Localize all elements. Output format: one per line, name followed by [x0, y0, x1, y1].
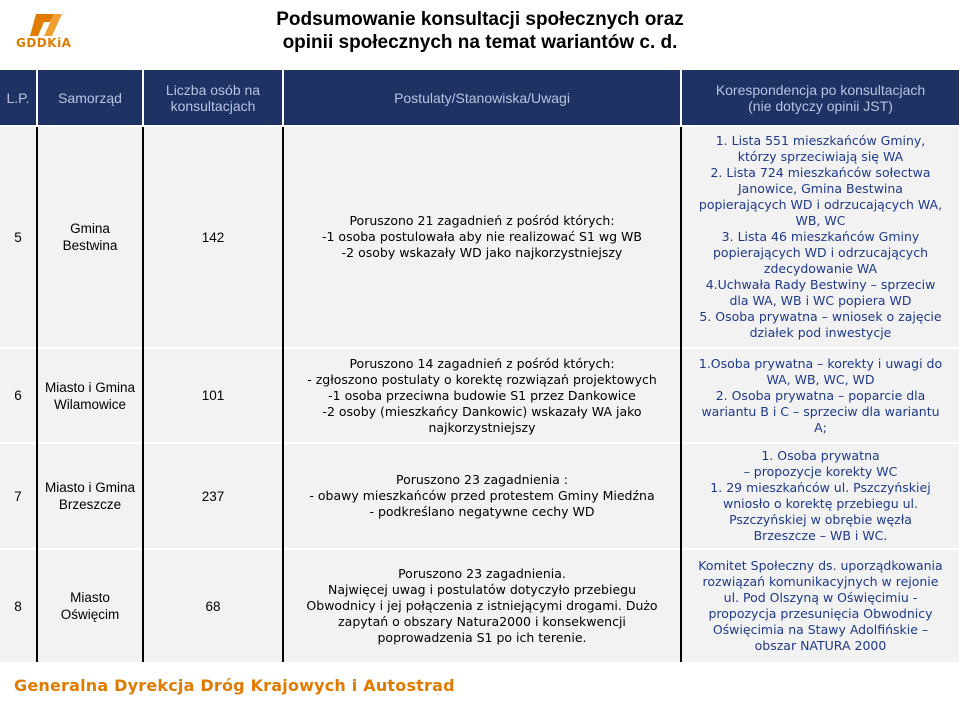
- header-korespondencja: [682, 70, 959, 125]
- postulaty-line: najkorzystniejszy: [428, 419, 536, 435]
- koresp-line: WB, WC: [795, 213, 846, 228]
- row-lp: 8: [14, 598, 22, 614]
- row-postulaty: [284, 550, 680, 662]
- koresp-line: popierających WD i odrzucających: [713, 245, 928, 260]
- samorzad-line: Bestwina: [62, 238, 118, 253]
- koresp-line: WA, WB, WC, WD: [766, 371, 875, 387]
- koresp-line: popierających WD i odrzucających WA,: [698, 197, 943, 212]
- koresp-line: rozwiązań komunikacyjnych w rejonie: [702, 574, 939, 589]
- logo-text: GDDKiA: [16, 36, 72, 50]
- koresp-line: Pszczyńskiej w obrębie węzła: [729, 512, 912, 527]
- footer-text: Generalna Dyrekcja Dróg Krajowych i Autostrad: [14, 676, 455, 695]
- koresp-line: Oświęcimia na Stawy Adolfińskie –: [712, 622, 929, 637]
- row-korespondencja: [682, 127, 959, 347]
- samorzad-line: Oświęcim: [60, 607, 120, 622]
- postulaty-line: -1 osoba przeciwna budowie S1 przez Dankowice: [328, 387, 636, 403]
- header-koresp-line1: Korespondencja po konsultacjach: [715, 81, 926, 98]
- koresp-line: działek pod inwestycje: [749, 325, 892, 340]
- koresp-line: 1. 29 mieszkańców ul. Pszczyńskiej: [710, 480, 931, 495]
- header-koresp-line2: (nie dotyczy opinii JST): [748, 97, 893, 114]
- koresp-line: obszar NATURA 2000: [754, 638, 887, 653]
- postulaty-line: Poruszono 21 zagadnień z pośród których:: [349, 213, 615, 228]
- koresp-line: 2. Osoba prywatna – poparcie dla: [715, 387, 926, 403]
- postulaty-line: -2 osoby wskazały WD jako najkorzystniejszy: [341, 245, 623, 260]
- postulaty-line: -2 osoby (mieszkańcy Dankowic) wskazały WA jako: [322, 403, 642, 419]
- samorzad-line: Miasto i Gmina: [44, 480, 136, 495]
- row-postulaty: [284, 127, 680, 347]
- koresp-line: 1.Osoba prywatna – korekty i uwagi do: [698, 355, 943, 371]
- row-liczba: 68: [205, 598, 221, 614]
- row-lp: 5: [14, 229, 22, 245]
- samorzad-line: Brzeszcze: [58, 497, 122, 512]
- koresp-line: ul. Pod Olszyną w Oświęcimiu -: [723, 590, 918, 605]
- koresp-line: Brzeszcze – WB i WC.: [753, 528, 888, 543]
- row-samorzad: [38, 349, 142, 442]
- title-line-2: opinii społecznych na temat wariantów c. d.: [282, 32, 678, 53]
- koresp-line: 2. Lista 724 mieszkańców sołectwa: [710, 165, 931, 180]
- row-samorzad: [38, 127, 142, 347]
- koresp-line: zdecydowanie WA: [763, 261, 878, 276]
- postulaty-line: Poruszono 14 zagadnień z pośród których:: [349, 355, 615, 371]
- koresp-line: 1. Lista 551 mieszkańców Gminy,: [715, 133, 926, 148]
- samorzad-line: Miasto i Gmina: [44, 379, 136, 395]
- postulaty-line: - zgłoszono postulaty o korektę rozwiązań projektowych: [307, 371, 657, 387]
- row-korespondencja: [682, 444, 959, 548]
- row-lp: 6: [14, 388, 22, 403]
- koresp-line: Komitet Społeczny ds. uporządkowania: [698, 558, 943, 573]
- header-liczba-line1: Liczba osób na: [165, 81, 261, 98]
- row-korespondencja: [682, 550, 959, 662]
- koresp-line: 4.Uchwała Rady Bestwiny – sprzeciw: [705, 277, 936, 292]
- koresp-line: – propozycje korekty WC: [743, 464, 898, 479]
- header-postulaty: Postulaty/Stanowiska/Uwagi: [394, 89, 570, 106]
- postulaty-line: Poruszono 23 zagadnienia.: [398, 566, 566, 581]
- row-postulaty: [284, 349, 680, 442]
- postulaty-line: zapytań o obszary Natura2000 i konsekwencji: [338, 614, 626, 629]
- koresp-line: którzy sprzeciwiają się WA: [737, 149, 904, 164]
- postulaty-line: - obawy mieszkańców przed protestem Gminy Miedźna: [309, 488, 655, 503]
- header-samorzad: Samorząd: [58, 89, 122, 106]
- koresp-line: dla WA, WB i WC popiera WD: [729, 293, 912, 308]
- row-samorzad: [38, 550, 142, 662]
- koresp-line: Janowice, Gmina Bestwina: [738, 181, 903, 196]
- header-lp: L.P.: [6, 89, 30, 106]
- postulaty-line: - podkreślano negatywne cechy WD: [369, 504, 595, 519]
- samorzad-line: Gmina: [70, 221, 110, 236]
- koresp-line: propozycja przesunięcia Obwodnicy: [708, 606, 933, 621]
- row-postulaty: [284, 444, 680, 548]
- koresp-line: wariantu B i C – sprzeciw dla wariantu: [701, 403, 940, 419]
- row-lp: 7: [14, 488, 22, 504]
- koresp-line: 5. Osoba prywatna – wniosek o zajęcie: [699, 309, 942, 324]
- koresp-line: 3. Lista 46 mieszkańców Gminy: [721, 229, 920, 244]
- header-liczba: [144, 70, 282, 125]
- row-samorzad: [38, 444, 142, 548]
- koresp-line: wniosło o korektę przebiegu ul.: [723, 496, 918, 511]
- koresp-line: A;: [814, 419, 827, 435]
- postulaty-line: Poruszono 23 zagadnienia :: [395, 472, 569, 487]
- header-liczba-line2: konsultacjach: [170, 97, 256, 114]
- samorzad-line: Miasto: [70, 590, 110, 605]
- row-korespondencja: [682, 349, 959, 442]
- postulaty-line: poprowadzenia S1 po ich terenie.: [377, 630, 587, 645]
- page-title: [200, 8, 760, 54]
- row-liczba: 237: [201, 488, 225, 504]
- samorzad-line: Wilamowice: [53, 396, 126, 412]
- row-liczba: 142: [201, 229, 225, 245]
- postulaty-line: -1 osoba postulowała aby nie realizować S1 wg WB: [322, 229, 642, 244]
- postulaty-line: Obwodnicy i jej połączenia z istniejącymi drogami. Dużo: [306, 598, 658, 613]
- title-line-1: Podsumowanie konsultacji społecznych oraz: [276, 9, 684, 30]
- row-liczba: 101: [201, 388, 225, 403]
- koresp-line: 1. Osoba prywatna: [761, 448, 880, 463]
- postulaty-line: Najwięcej uwag i postulatów dotyczyło przebiegu: [327, 582, 636, 597]
